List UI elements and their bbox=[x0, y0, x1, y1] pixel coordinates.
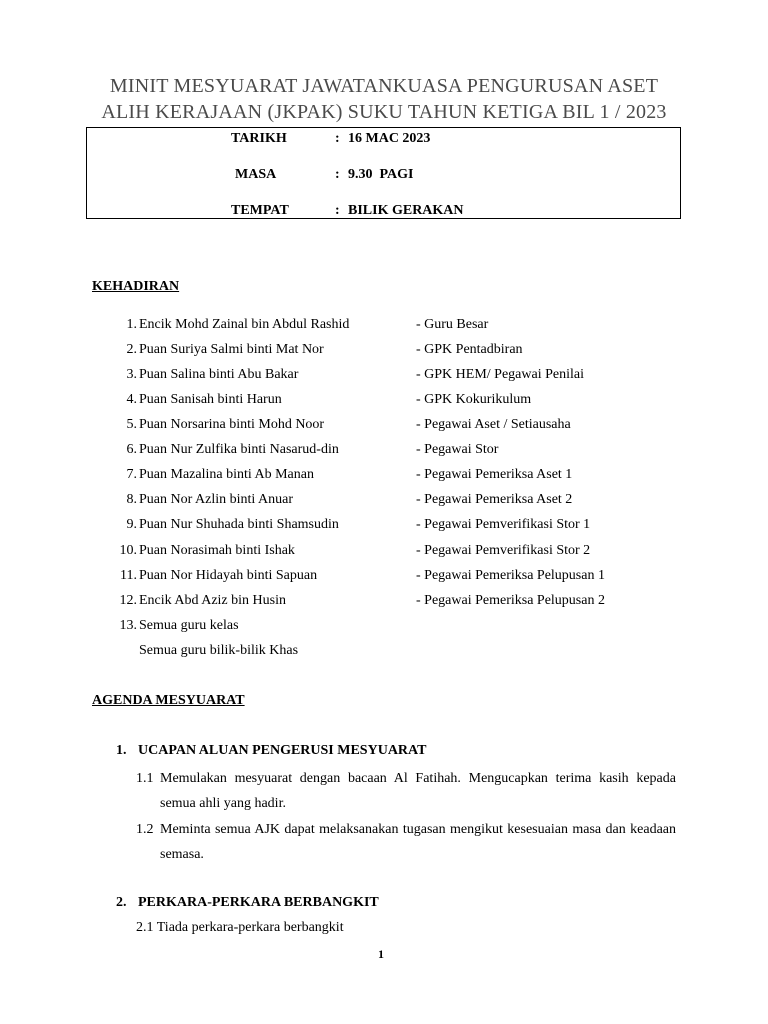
agenda-item-number: 2.1 bbox=[136, 920, 154, 935]
list-item-name: Puan Norsarina binti Mohd Noor bbox=[139, 417, 325, 432]
list-item-name: Semua guru kelas bbox=[139, 618, 239, 633]
agenda-item-text: Memulakan mesyuarat dengan bacaan Al Fatihah. Mengucapkan terima kasih kepada semua ahli yang hadir. bbox=[160, 771, 676, 811]
list-item-name: Puan Nur Shuhada binti Shamsudin bbox=[139, 517, 339, 532]
list-item-number: 13. bbox=[119, 618, 137, 633]
agenda-item-1-2 bbox=[136, 817, 676, 867]
tempat-value: BILIK GERAKAN bbox=[348, 203, 464, 218]
list-item-number: 10. bbox=[119, 543, 137, 558]
tarikh-value: 16 MAC 2023 bbox=[348, 131, 431, 146]
list-item-number: 9. bbox=[126, 517, 137, 532]
list-item-role: - Pegawai Pemeriksa Pelupusan 2 bbox=[416, 593, 605, 608]
list-item-number: 12. bbox=[119, 593, 137, 608]
agenda-item-number: 1.1 bbox=[136, 771, 154, 786]
list-item-role: - GPK Pentadbiran bbox=[416, 342, 523, 357]
list-item-number: 2. bbox=[126, 342, 137, 357]
masa-value: 9.30 PAGI bbox=[348, 167, 414, 182]
list-item-number: 5. bbox=[126, 417, 137, 432]
page-number: 1 bbox=[378, 947, 384, 961]
tempat-label: TEMPAT bbox=[231, 203, 289, 218]
tempat-colon: : bbox=[335, 203, 340, 218]
list-item-number: 3. bbox=[126, 367, 137, 382]
masa-colon: : bbox=[335, 167, 340, 182]
list-item-name: Puan Mazalina binti Ab Manan bbox=[139, 467, 314, 482]
list-item-name: Puan Sanisah binti Harun bbox=[139, 392, 282, 407]
list-item-number: 4. bbox=[126, 392, 137, 407]
list-item-role: - Pegawai Stor bbox=[416, 442, 499, 457]
list-item-role: - Pegawai Aset / Setiausaha bbox=[416, 417, 571, 432]
agenda-section-1-title: UCAPAN ALUAN PENGERUSI MESYUARAT bbox=[138, 743, 427, 758]
tarikh-colon: : bbox=[335, 131, 340, 146]
list-item-role: - GPK Kokurikulum bbox=[416, 392, 532, 407]
list-item-number: 7. bbox=[126, 467, 137, 482]
list-item-role: - Pegawai Pemeriksa Aset 1 bbox=[416, 467, 573, 482]
list-item-number: 6. bbox=[126, 442, 137, 457]
list-item-name: Puan Norasimah binti Ishak bbox=[139, 543, 295, 558]
list-item-name: Puan Salina binti Abu Bakar bbox=[139, 367, 299, 382]
list-item-role: - Pegawai Pemverifikasi Stor 2 bbox=[416, 543, 591, 558]
list-item-name: Puan Nor Hidayah binti Sapuan bbox=[139, 568, 318, 583]
list-item-number: 1. bbox=[126, 317, 137, 332]
agenda-item-number: 1.2 bbox=[136, 822, 154, 837]
list-item-number: 11. bbox=[120, 568, 137, 583]
agenda-item-text: Tiada perkara-perkara berbangkit bbox=[156, 920, 344, 935]
agenda-item-2-1 bbox=[136, 920, 344, 936]
list-item-name: Puan Nor Azlin binti Anuar bbox=[139, 492, 293, 507]
agenda-section-1-number: 1. bbox=[116, 743, 127, 758]
list-item-name: Encik Mohd Zainal bin Abdul Rashid bbox=[139, 317, 350, 332]
agenda-item-text: Meminta semua AJK dapat melaksanakan tugasan mengikut kesesuaian masa dan keadaan semasa. bbox=[160, 822, 676, 862]
list-item-role: - Pegawai Pemverifikasi Stor 1 bbox=[416, 517, 591, 532]
kehadiran-heading: KEHADIRAN bbox=[92, 279, 180, 294]
agenda-heading: AGENDA MESYUARAT bbox=[92, 693, 245, 708]
list-item-role: - GPK HEM/ Pegawai Penilai bbox=[416, 367, 584, 382]
list-item-number: 8. bbox=[126, 492, 137, 507]
document-title-line-1: MINIT MESYUARAT JAWATANKUASA PENGURUSAN ASET bbox=[109, 75, 659, 97]
document-title-line-2: ALIH KERAJAAN (JKPAK) SUKU TAHUN KETIGA BIL 1 / 2023 bbox=[101, 101, 667, 123]
masa-label: MASA bbox=[235, 167, 277, 182]
meeting-info-box bbox=[86, 127, 681, 219]
list-item-name: Encik Abd Aziz bin Husin bbox=[139, 593, 286, 608]
agenda-section-2-title: PERKARA-PERKARA BERBANGKIT bbox=[138, 895, 379, 910]
list-item-name: Puan Nur Zulfika binti Nasarud-din bbox=[139, 442, 339, 457]
tarikh-label: TARIKH bbox=[231, 131, 287, 146]
list-item-role: - Pegawai Pemeriksa Aset 2 bbox=[416, 492, 573, 507]
agenda-item-1-1 bbox=[136, 766, 676, 816]
agenda-section-2-number: 2. bbox=[116, 895, 127, 910]
list-item-name: Puan Suriya Salmi binti Mat Nor bbox=[139, 342, 324, 357]
list-item-extra-line: Semua guru bilik-bilik Khas bbox=[139, 643, 299, 658]
list-item-role: - Guru Besar bbox=[416, 317, 489, 332]
list-item-role: - Pegawai Pemeriksa Pelupusan 1 bbox=[416, 568, 605, 583]
